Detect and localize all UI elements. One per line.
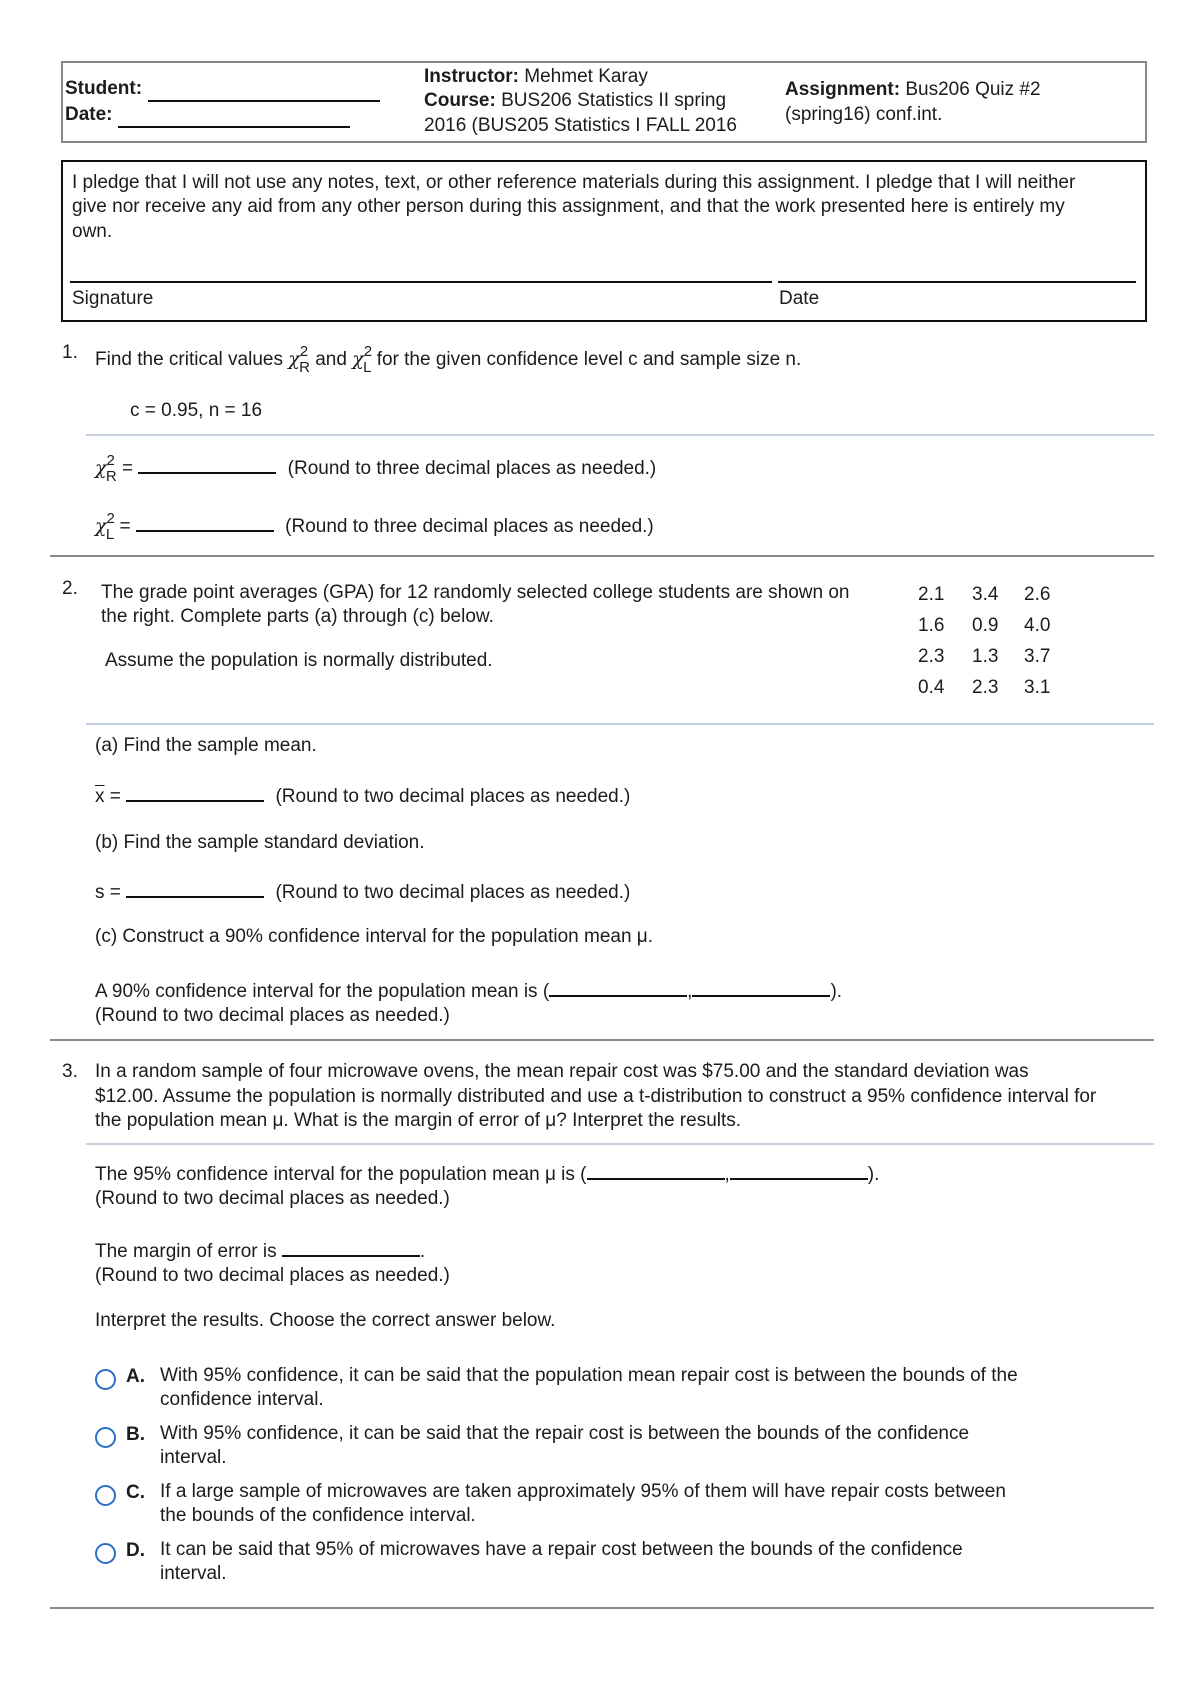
q2-line-1: The grade point averages (GPA) for 12 randomly selected college students are shown on [101,582,850,603]
q3-moe-period: . [419,1241,426,1262]
q3-ci-upper-input[interactable] [730,1160,868,1180]
student-field[interactable] [148,100,380,102]
q1-given: c = 0.95, n = 16 [130,400,263,421]
q3-moe-input[interactable] [282,1237,420,1257]
signature-label: Signature [72,288,154,309]
date-field[interactable] [118,126,350,128]
q1-prompt-b: for the given confidence level c and sample size n. [376,349,802,370]
gpa-cell: 2.3 [918,646,945,667]
chi-r-sq: 2 [106,452,115,469]
course-value-2: 2016 (BUS205 Statistics I FALL 2016 [424,115,737,136]
course-line [424,90,726,112]
option-a[interactable] [95,1366,1095,1416]
q3-moe-round: (Round to two decimal places as needed.) [95,1265,450,1286]
chi-sq-l: 2 [363,343,373,360]
q3-ci-comma: , [724,1164,730,1185]
radio-icon[interactable] [95,1485,116,1506]
chi-symbol: χ [288,348,300,370]
option-text [160,1538,963,1586]
q2-number: 2. [62,578,78,599]
date-label: Date: [65,104,113,125]
option-d[interactable] [95,1540,1095,1590]
chi-l-sub: L [363,359,372,376]
q2-ci-upper-input[interactable] [692,977,830,997]
q2-ci-comma: , [687,981,693,1002]
q3-moe-text: The margin of error is [95,1241,277,1262]
q3-ci-lower-input[interactable] [587,1160,725,1180]
xbar-input[interactable] [126,782,264,802]
instructor-line [424,66,648,88]
pledge-line-2: give nor receive any aid from any other person during this assignment, and that the work presented here is entirely my [72,196,1065,217]
option-text-line-2: interval. [160,1563,227,1584]
q3-ci-round: (Round to two decimal places as needed.) [95,1188,450,1209]
q2-ci-row [95,977,842,1003]
assignment-value-2: (spring16) conf.int. [785,104,943,125]
q2-part-b: (b) Find the sample standard deviation. [95,832,425,853]
chi-r-round: (Round to three decimal places as needed.) [287,458,657,479]
q3-ci-text: The 95% confidence interval for the population mean μ is ( [95,1164,587,1185]
xbar-eq: = [109,786,121,807]
chi-sq: 2 [299,343,309,360]
gpa-cell: 3.1 [1024,677,1051,698]
chi-l-sq: 2 [106,510,115,527]
option-c[interactable] [95,1482,1095,1532]
chi-symbol-l: χ [352,348,364,370]
q1-prompt-a: Find the critical values [95,349,283,370]
assignment-line [785,79,1041,101]
option-text-line-1: With 95% confidence, it can be said that the repair cost is between the bounds of the confidence [160,1423,970,1444]
q3-line-3: the population mean μ. What is the margin of error of μ? Interpret the results. [95,1110,742,1131]
assignment-label: Assignment: [785,79,901,100]
option-text [160,1480,1006,1528]
radio-icon[interactable] [95,1427,116,1448]
s-label: s = [95,882,121,903]
option-letter: A. [126,1366,145,1387]
gpa-cell: 4.0 [1024,615,1051,636]
radio-icon[interactable] [95,1369,116,1390]
pledge-line-1: I pledge that I will not use any notes, text, or other reference materials during this assignment. I pledge that I will neither [72,172,1076,193]
student-label: Student: [65,78,143,99]
q3-ci-close: ). [867,1164,880,1185]
q3-end-separator [50,1607,1154,1609]
option-letter: B. [126,1424,145,1445]
chi-l-answer-row [95,510,654,543]
option-text [160,1364,1018,1412]
pledge-line-3: own. [72,221,113,242]
q2-assume: Assume the population is normally distributed. [105,650,493,671]
option-text-line-1: If a large sample of microwaves are taken approximately 95% of them will have repair costs between [160,1481,1006,1502]
s-round: (Round to two decimal places as needed.) [275,882,631,903]
q2-ci-text: A 90% confidence interval for the population mean is ( [95,981,550,1002]
option-text-line-2: confidence interval. [160,1389,324,1410]
option-text-line-1: It can be said that 95% of microwaves have a repair cost between the bounds of the confidence [160,1539,963,1560]
q3-number: 3. [62,1061,78,1082]
xbar-round: (Round to two decimal places as needed.) [275,786,631,807]
chi-l-eq: = [119,516,131,537]
chi-r-input[interactable] [138,454,276,474]
gpa-cell: 2.6 [1024,584,1051,605]
signature-field[interactable] [70,281,772,283]
course-value-1: BUS206 Statistics II spring [501,90,727,111]
q3-separator [86,1143,1154,1145]
gpa-cell: 1.6 [918,615,945,636]
chi-r-eq: = [121,458,134,479]
gpa-cell: 0.4 [918,677,945,698]
q2-end-separator [50,1039,1154,1041]
option-text [160,1422,969,1470]
chi-l-sub2: L [105,526,115,543]
q1-and: and [315,349,347,370]
option-text-line-1: With 95% confidence, it can be said that the population mean repair cost is between the bounds of the [160,1365,1018,1386]
s-answer-row [95,878,630,904]
q2-part-a: (a) Find the sample mean. [95,735,317,756]
q1-end-separator [50,555,1154,557]
option-b[interactable] [95,1424,1095,1474]
q3-ci-row [95,1160,879,1186]
gpa-cell: 0.9 [972,615,999,636]
chi-l-symbol: χ [95,515,107,537]
gpa-cell: 3.4 [972,584,999,605]
q1-number: 1. [62,342,78,363]
option-letter: D. [126,1540,145,1561]
instructor-label: Instructor: [424,66,519,87]
q2-line-2: the right. Complete parts (a) through (c) below. [101,606,494,627]
q1-separator [86,434,1154,436]
chi-l-input[interactable] [136,512,274,532]
q2-ci-lower-input[interactable] [549,977,687,997]
radio-icon[interactable] [95,1543,116,1564]
q1-prompt [95,343,802,376]
q2-ci-close: ). [830,981,843,1002]
chi-r-sub2: R [105,468,117,485]
s-input[interactable] [126,878,264,898]
chi-l-round: (Round to three decimal places as needed.) [285,516,654,537]
gpa-cell: 2.1 [918,584,945,605]
instructor-value: Mehmet Karay [524,66,648,87]
q2-ci-round: (Round to two decimal places as needed.) [95,1005,450,1026]
option-text-line-2: interval. [160,1447,227,1468]
q3-line-1: In a random sample of four microwave ovens, the mean repair cost was $75.00 and the standard deviation was [95,1061,1029,1082]
chi-r-symbol: χ [95,457,107,479]
option-text-line-2: the bounds of the confidence interval. [160,1505,476,1526]
gpa-cell: 1.3 [972,646,999,667]
gpa-cell: 3.7 [1024,646,1051,667]
xbar-answer-row [95,782,630,808]
assignment-value-1: Bus206 Quiz #2 [905,79,1041,100]
pledge-date-label: Date [779,288,820,309]
option-letter: C. [126,1482,145,1503]
q3-moe-row [95,1237,425,1263]
q3-interpret: Interpret the results. Choose the correct answer below. [95,1310,556,1331]
xbar-symbol: $\overline{x}$ [95,786,105,807]
q2-part-c: (c) Construct a 90% confidence interval for the population mean μ. [95,926,654,947]
gpa-cell: 2.3 [972,677,999,698]
q3-line-2: $12.00. Assume the population is normally distributed and use a t-distribution to construct a 95% confidence interval for [95,1086,1097,1107]
chi-r-answer-row [95,452,657,485]
q2-separator [86,723,1154,725]
course-label: Course: [424,90,496,111]
chi-r-sub: R [299,359,310,376]
pledge-date-field[interactable] [778,281,1136,283]
